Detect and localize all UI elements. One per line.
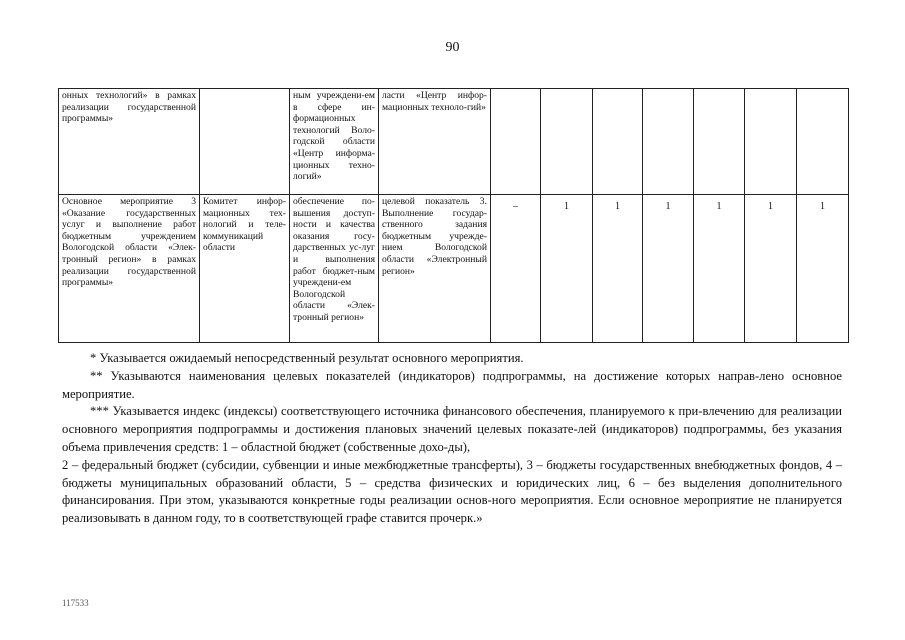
table-cell: обеспечение по-вышения доступ-ности и качества оказания госу-дарственных ус-луг и выполнения работ бюджет-ным учреждени-ем Вологодской области «Элек-тронный регион» xyxy=(290,195,379,343)
table-cell: целевой показатель 3. Выполнение государ-ственного задания бюджетным учрежде-нием Вологодской области «Электронный регион» xyxy=(379,195,491,343)
table-row xyxy=(59,89,849,195)
table-cell: 1 xyxy=(541,195,593,343)
table-cell: онных технологий» в рамках реализации государственной программы» xyxy=(59,89,200,195)
footnote: * Указывается ожидаемый непосредственный результат основного мероприятия. xyxy=(90,351,524,365)
table-cell: Комитет инфор-мационных тех-нологий и теле-коммуникаций области xyxy=(200,195,290,343)
footnote: 2 – федеральный бюджет (субсидии, субвенции и иные межбюджетные трансферты), 3 – бюджеты государственных внебюджетных фондов, 4 – бюджеты муниципальных образований области, 5 – средства физических и юридических лиц, 6 – без выделения дополнительного финансирования. При этом, указываются конкретные годы реализации основ-ного мероприятия. Если основное мероприятие не планируется реализовывать в данном году, то в соответствующей графе ставится прочерк.» xyxy=(62,457,842,526)
table-cell: 1 xyxy=(745,195,797,343)
page-number: 90 xyxy=(445,40,460,55)
table-cell xyxy=(593,89,643,195)
table-cell xyxy=(745,89,797,195)
table-cell: 1 xyxy=(797,195,849,343)
table-cell xyxy=(491,89,541,195)
table-cell: 1 xyxy=(694,195,745,343)
table-cell xyxy=(797,89,849,195)
table-row xyxy=(59,195,849,343)
footnote: ** Указываются наименования целевых показателей (индикаторов) подпрограммы, на достижение которых направ-лено основное мероприятие. xyxy=(62,368,842,401)
table-cell xyxy=(643,89,694,195)
table-cell xyxy=(694,89,745,195)
document-code: 117533 xyxy=(62,598,89,608)
table-cell: Основное мероприятие 3 «Оказание государственных услуг и выполнение работ бюджетным учреждением Вологодской области «Элек-тронный регион» в рамках реализации государственной программы» xyxy=(59,195,200,343)
table-cell: ласти «Центр инфор-мационных техноло-гий» xyxy=(379,89,491,195)
table-cell: 1 xyxy=(643,195,694,343)
footnotes xyxy=(62,350,842,528)
table-cell: ным учреждени-ем в сфере ин-формационных технологий Воло-годской области «Центр информа-ционных техно-логий» xyxy=(290,89,379,195)
table-cell xyxy=(541,89,593,195)
table-cell: – xyxy=(491,195,541,343)
table-cell xyxy=(200,89,290,195)
footnote: *** Указывается индекс (индексы) соответствующего источника финансового обеспечения, планируемого к при-влечению для реализации основного мероприятия подпрограммы и достижения плановых значений целевых показате-лей (индикаторов) подпрограммы, без указания объема привлечения средств: 1 – областной бюджет (собственные дохо-ды), xyxy=(62,404,842,454)
table-cell: 1 xyxy=(593,195,643,343)
measures-table xyxy=(58,88,849,343)
